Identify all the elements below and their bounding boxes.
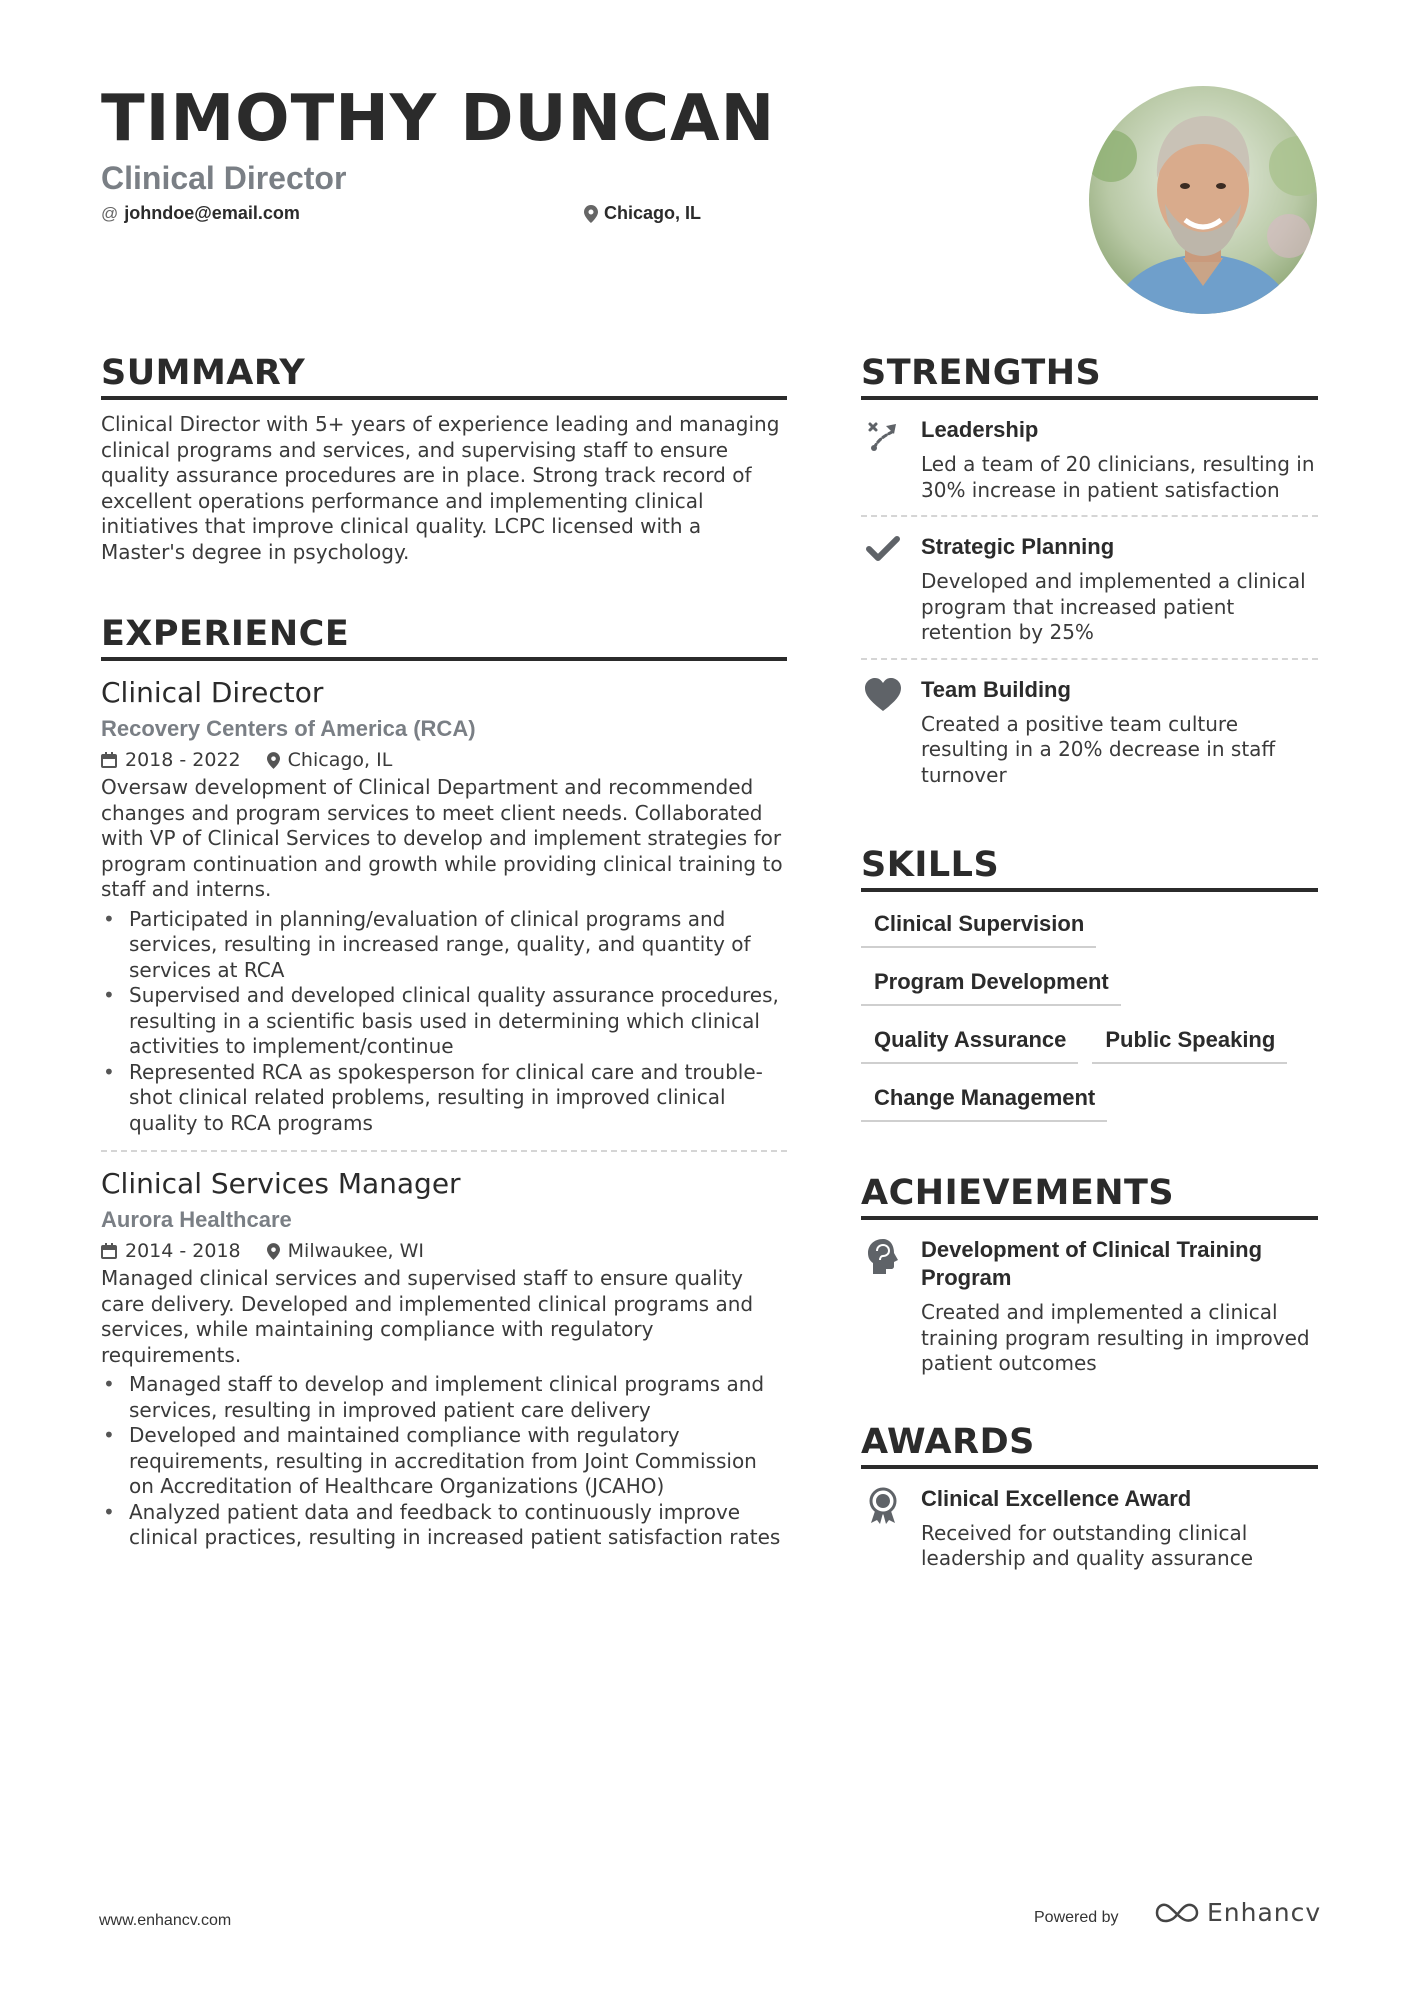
job-description: Managed clinical services and supervised staff to ensure quality care delivery. Developed and implemented clinical programs and services, while maintaining compliance with regulatory requirements. <box>101 1266 754 1367</box>
skills-section <box>861 844 1318 1122</box>
location-pin-icon <box>267 752 280 769</box>
summary-heading: SUMMARY <box>101 352 787 400</box>
skills-list <box>861 904 1318 1122</box>
candidate-title: Clinical Director <box>101 160 347 196</box>
job-company: Recovery Centers of America (RCA) <box>101 716 476 741</box>
location-pin-icon <box>267 1243 280 1260</box>
job-location: Chicago, IL <box>287 749 393 771</box>
skills-heading: SKILLS <box>861 844 1318 892</box>
awards-section <box>861 1421 1318 1572</box>
profile-photo <box>1089 86 1317 314</box>
skill-tag: Quality Assurance <box>861 1020 1078 1064</box>
calendar-icon <box>101 1243 117 1259</box>
bullet-item: • Developed and maintained compliance with regulatory requirements, resulting in accreditation from Joint Commission on Accreditation of Healthcare Organizations (JCAHO) <box>101 1423 787 1500</box>
job-entry <box>101 661 787 1152</box>
award-title: Clinical Excellence Award <box>921 1485 1192 1511</box>
job-meta <box>101 1238 787 1264</box>
powered-by-label: Powered by <box>1034 1909 1119 1926</box>
left-column <box>101 352 787 1551</box>
strengths-section <box>861 352 1318 800</box>
job-description: Oversaw development of Clinical Department and recommended changes and program services to meet client needs. Collaborated with VP of Clinical Services to develop and implement strategies for program continuation and growth while providing clinical training to staff and interns. <box>101 775 783 901</box>
heart-icon <box>864 678 902 712</box>
brand-logo[interactable] <box>1153 1898 1321 1927</box>
award-item <box>861 1469 1318 1572</box>
bullet-item: • Represented RCA as spokesperson for clinical care and trouble-shot clinical related problems, resulting in improved clinical quality to RCA programs <box>101 1060 787 1137</box>
summary-text: Clinical Director with 5+ years of experience leading and managing clinical programs and services, and supervising staff to ensure quality assurance procedures are in place. Strong track record of excellent operations performance and implementing clinical initiatives that improve clinical quality. LCPC licensed with a Master's degree in psychology. <box>101 412 780 564</box>
achievements-section <box>861 1172 1318 1377</box>
bullet-item: • Participated in planning/evaluation of clinical programs and services, resulting in increased range, quality, and quantity of services at RCA <box>101 907 787 984</box>
achievements-heading: ACHIEVEMENTS <box>861 1172 1318 1220</box>
achievement-text: Created and implemented a clinical training program resulting in improved patient outcomes <box>921 1300 1310 1375</box>
achievement-title: Development of Clinical Training Program <box>921 1237 1263 1290</box>
skill-tag: Change Management <box>861 1078 1107 1122</box>
strength-text: Led a team of 20 clinicians, resulting in 30% increase in patient satisfaction <box>921 452 1315 502</box>
brand-name: Enhancv <box>1207 1898 1322 1927</box>
job-meta <box>101 747 787 773</box>
experience-heading: EXPERIENCE <box>101 613 787 661</box>
strength-title: Strategic Planning <box>921 534 1115 559</box>
skill-tag: Clinical Supervision <box>861 904 1096 948</box>
experience-section <box>101 613 787 1551</box>
achievement-item <box>861 1220 1318 1377</box>
job-dates: 2014 - 2018 <box>125 1240 241 1262</box>
job-location: Milwaukee, WI <box>287 1240 425 1262</box>
bullet-item: • Analyzed patient data and feedback to continuously improve clinical practices, resulting in increased patient satisfaction rates <box>101 1500 787 1551</box>
contact-email[interactable] <box>101 203 300 224</box>
email-text: johndoe@email.com <box>124 203 300 223</box>
candidate-name: TIMOTHY DUNCAN <box>101 82 776 156</box>
skill-tag: Public Speaking <box>1092 1020 1287 1064</box>
strength-item <box>861 658 1318 801</box>
contact-location <box>584 203 701 224</box>
awards-heading: AWARDS <box>861 1421 1318 1469</box>
summary-section <box>101 352 787 565</box>
job-company: Aurora Healthcare <box>101 1207 292 1232</box>
award-ribbon-icon <box>867 1487 899 1525</box>
strengths-heading: STRENGTHS <box>861 352 1318 400</box>
location-text: Chicago, IL <box>604 203 702 223</box>
bullet-item: • Managed staff to develop and implement clinical programs and services, resulting in improved patient care delivery <box>101 1372 787 1423</box>
footer-url-link[interactable]: www.enhancv.com <box>99 1912 232 1929</box>
at-icon: @ <box>101 203 119 223</box>
job-bullets <box>101 907 787 1137</box>
strength-item <box>861 400 1318 515</box>
job-bullets <box>101 1372 787 1551</box>
check-icon <box>866 535 900 563</box>
calendar-icon <box>101 752 117 768</box>
skill-tag: Program Development <box>861 962 1121 1006</box>
strength-text: Developed and implemented a clinical program that increased patient retention by 25% <box>921 569 1306 644</box>
strength-item <box>861 515 1318 658</box>
job-title: Clinical Services Manager <box>101 1167 461 1200</box>
strength-title: Team Building <box>921 676 1071 702</box>
strength-title: Leadership <box>921 417 1039 442</box>
award-text: Received for outstanding clinical leadership and quality assurance <box>921 1520 1254 1570</box>
enhancv-logo-icon <box>1153 1900 1201 1926</box>
right-column <box>861 352 1318 1572</box>
head-brain-icon <box>866 1238 900 1276</box>
job-entry <box>101 1152 787 1551</box>
job-dates: 2018 - 2022 <box>125 749 241 771</box>
leadership-icon <box>866 418 900 452</box>
strength-text: Created a positive team culture resulting in a 20% decrease in staff turnover <box>921 711 1276 787</box>
location-pin-icon <box>584 205 598 223</box>
bullet-item: • Supervised and developed clinical quality assurance procedures, resulting in a scientific basis used in determining which clinical activities to implement/continue <box>101 983 787 1060</box>
job-title: Clinical Director <box>101 676 324 709</box>
